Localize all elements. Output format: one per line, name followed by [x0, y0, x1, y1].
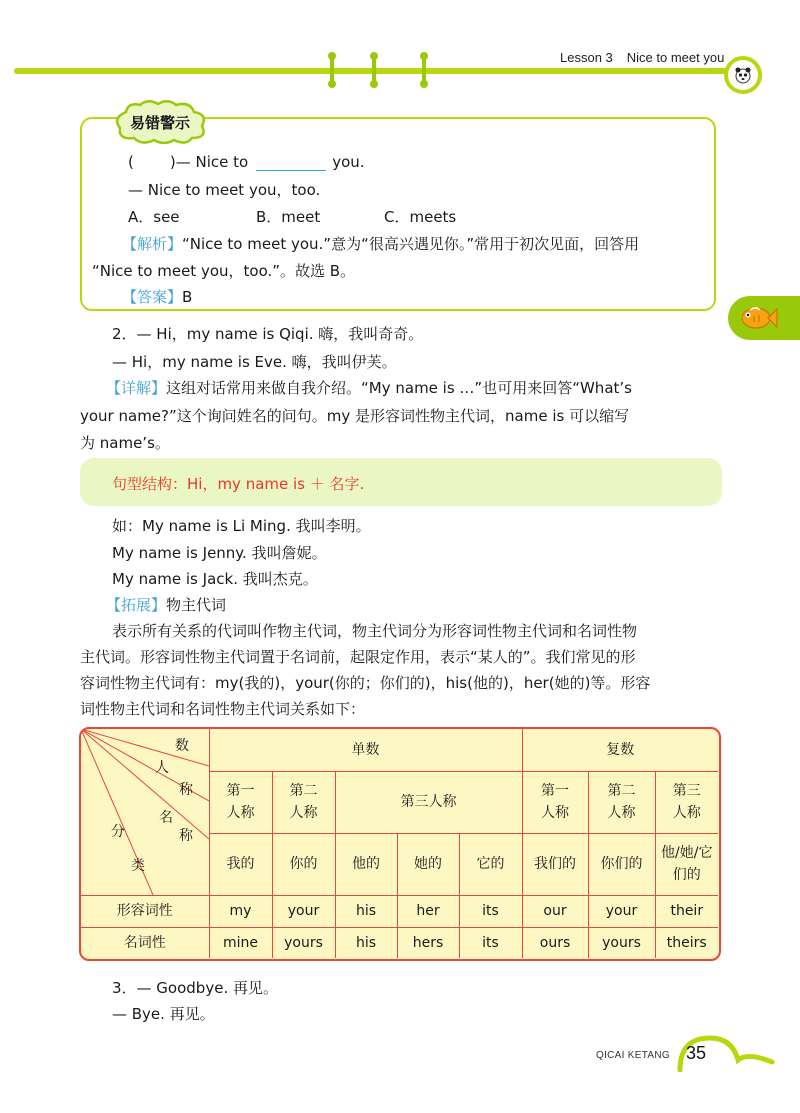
dialog-3-line-2: — Bye. 再见。	[112, 1005, 215, 1023]
noun-pronoun: hers	[397, 927, 459, 958]
header-third-person-plural: 第三人称	[655, 771, 718, 833]
badge-label: 易错警示	[129, 114, 190, 132]
diag-label-fen: 分	[111, 824, 125, 840]
detail-line-1	[106, 377, 632, 398]
dialog-2-line-1: 2．— Hi，my name is Qiqi. 嗨，我叫奇奇。	[112, 325, 424, 343]
analysis-tag: 【解析】	[122, 235, 183, 253]
extension-para-1: 表示所有关系的代词叫作物主代词，物主代词分为形容词性物主代词和名词性物	[112, 622, 638, 640]
header-second-person-singular: 第二人称	[272, 771, 335, 833]
option-b: B．meet	[256, 208, 321, 226]
extension-heading	[106, 594, 226, 615]
panda-icon	[724, 56, 762, 94]
dialog-3-line-1: 3．— Goodbye. 再见。	[112, 979, 278, 997]
diag-label-cheng-2: 称	[179, 828, 193, 844]
question-text-start: — Nice to	[175, 153, 249, 171]
extension-title: 物主代词	[166, 596, 227, 614]
extension-tag: 【拓展】	[106, 596, 167, 614]
noun-pronoun: theirs	[655, 927, 718, 958]
analysis-text: “Nice to meet you.”意为“很高兴遇见你。”常用于初次见面，回答用	[182, 235, 640, 253]
adj-pronoun: your	[588, 895, 655, 927]
option-a: A．see	[128, 208, 180, 226]
diag-label-ming: 名	[159, 810, 173, 826]
reply-line: — Nice to meet you，too.	[128, 181, 321, 199]
adj-pronoun: its	[459, 895, 522, 927]
adj-pronoun: his	[335, 895, 397, 927]
header-first-person-plural: 第一人称	[522, 771, 588, 833]
side-tab	[728, 296, 800, 340]
pronoun-cn: 我们的	[522, 833, 588, 895]
answer-line	[122, 286, 192, 307]
question-line	[128, 153, 365, 171]
row-label-noun: 名词性	[81, 927, 209, 958]
diag-label-shu: 数	[175, 738, 189, 754]
running-header	[560, 50, 724, 65]
noun-pronoun: its	[459, 927, 522, 958]
question-text-end: you.	[332, 153, 365, 171]
common-mistakes-badge	[112, 100, 208, 144]
adj-pronoun: their	[655, 895, 718, 927]
answer-tag: 【答案】	[122, 288, 183, 306]
possessive-pronoun-table	[79, 727, 721, 961]
pronoun-cn: 他/她/它们的	[655, 833, 718, 895]
diag-label-ren: 人	[155, 760, 169, 776]
sentence-pattern: 句型结构：Hi，my name is ＋ 名字.	[112, 475, 365, 493]
fish-icon	[738, 302, 778, 334]
example-2: My name is Jenny. 我叫詹妮。	[112, 544, 327, 562]
answer-paren-close: )	[169, 153, 176, 171]
header-first-person-singular: 第一人称	[209, 771, 272, 833]
noun-pronoun: yours	[272, 927, 335, 958]
header-third-person-singular: 第三人称	[335, 771, 522, 833]
adj-pronoun: her	[397, 895, 459, 927]
analysis-line-1	[122, 233, 639, 254]
fill-in-blank	[256, 156, 326, 171]
extension-para-4: 词性物主代词和名词性物主代词关系如下：	[80, 700, 366, 718]
extension-para-3: 容词性物主代词有：my(我的)，your(你的；你们的)，his(他的)，her(她的)等。形容	[80, 674, 651, 692]
options-line	[128, 206, 456, 227]
adj-pronoun: your	[272, 895, 335, 927]
dialog-2-line-2: — Hi，my name is Eve. 嗨，我叫伊芙。	[112, 353, 397, 371]
adj-pronoun: my	[209, 895, 272, 927]
adj-pronoun: our	[522, 895, 588, 927]
footer-brand: QICAI KETANG	[596, 1050, 670, 1061]
diag-label-lei: 类	[131, 858, 145, 874]
diag-label-cheng-1: 称	[179, 782, 193, 798]
answer-paren-open: (	[128, 153, 134, 171]
binder-ring	[420, 52, 428, 88]
noun-pronoun: yours	[588, 927, 655, 958]
noun-pronoun: mine	[209, 927, 272, 958]
pronoun-cn: 你们的	[588, 833, 655, 895]
row-label-adjective: 形容词性	[81, 895, 209, 927]
detail-text: 这组对话常用来做自我介绍。“My name is …”也可用来回答“What’s	[166, 379, 632, 397]
page-number: 35	[686, 1043, 707, 1063]
header-singular: 单数	[209, 729, 522, 771]
diagonal-header-cell	[81, 729, 209, 895]
detail-line-2: your name?”这个询问姓名的问句。my 是形容词性物主代词，name is 可以缩写	[80, 407, 630, 425]
pronoun-cn: 我的	[209, 833, 272, 895]
pronoun-cn: 你的	[272, 833, 335, 895]
noun-pronoun: his	[335, 927, 397, 958]
header-plural: 复数	[522, 729, 718, 771]
extension-para-2: 主代词。形容词性物主代词置于名词前，起限定作用，表示“某人的”。我们常见的形	[80, 648, 636, 666]
noun-pronoun: ours	[522, 927, 588, 958]
example-1: 如：My name is Li Ming. 我叫李明。	[112, 517, 371, 535]
lesson-title: Nice to meet you	[626, 50, 725, 65]
answer-value: B	[182, 288, 193, 306]
pronoun-cn: 他的	[335, 833, 397, 895]
lesson-number: Lesson 3	[560, 50, 613, 65]
binder-ring	[328, 52, 336, 88]
pronoun-cn: 它的	[459, 833, 522, 895]
detail-line-3: 为 name’s。	[80, 434, 170, 452]
binder-ring	[370, 52, 378, 88]
detail-tag: 【详解】	[106, 379, 167, 397]
header-second-person-plural: 第二人称	[588, 771, 655, 833]
analysis-line-2: “Nice to meet you，too.”。故选 B。	[92, 262, 356, 280]
option-c: C．meets	[384, 208, 457, 226]
pronoun-cn: 她的	[397, 833, 459, 895]
example-3: My name is Jack. 我叫杰克。	[112, 570, 318, 588]
